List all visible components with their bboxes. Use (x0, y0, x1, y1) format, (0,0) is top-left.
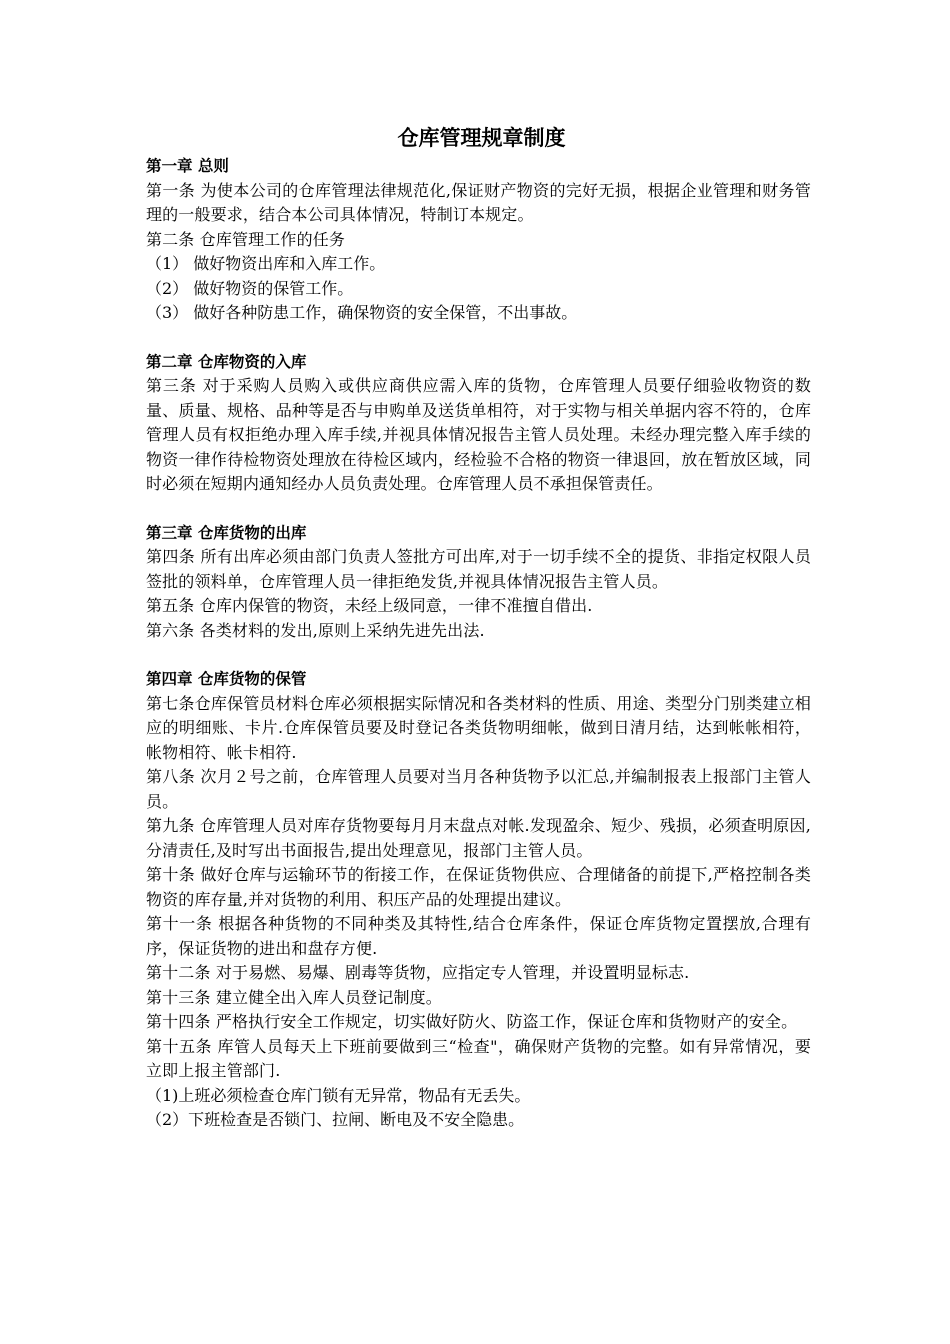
list-item: （3） 做好各种防患工作，确保物资的安全保管，不出事故。 (146, 303, 578, 322)
list-item: （1)上班必须检查仓库门锁有无异常，物品有无丢失。 (146, 1085, 531, 1105)
list-item: （2）下班检查是否锁门、拉闸、断电及不安全隐患。 (146, 1110, 525, 1129)
chapter-1 (146, 154, 811, 326)
chapter-heading: 第三章 仓库货物的出库 (146, 523, 307, 542)
document-page (146, 122, 811, 1133)
article-11: 第十一条 根据各种货物的不同种类及其特性,结合仓库条件，保证仓库货物定置摆放,合理有序，保证货物的进出和盘存方便. (146, 914, 811, 958)
article-13: 第十三条 建立健全出入库人员登记制度。 (146, 987, 442, 1007)
list-item: （2） 做好物资的保管工作。 (146, 278, 354, 298)
document-title: 仓库管理规章制度 (397, 126, 566, 150)
article-14: 第十四条 严格执行安全工作规定，切实做好防火、防盗工作，保证仓库和货物财产的安全。 (146, 1012, 798, 1031)
list-item: （1） 做好物资出库和入库工作。 (146, 254, 386, 273)
article-1: 第一条 为使本公司的仓库管理法律规范化,保证财产物资的完好无损，根据企业管理和财务管理的一般要求，结合本公司具体情况，特制订本规定。 (146, 180, 811, 224)
chapter-2 (146, 350, 811, 497)
article-3: 第三条 对于采购人员购入或供应商供应需入库的货物，仓库管理人员要仔细验收物资的数量、质量、规格、品种等是否与申购单及送货单相符，对于实物与相关单据内容不符的，仓库管理人员有权拒绝办理入库手续,并视具体情况报告主管人员处理。未经办理完整入库手续的物资一律作待检物资处理放在待检区域内，经检验不合格的物资一律退回，放在暂放区域，同时必须在短期内通知经办人员负责处理。仓库管理人员不承担保管责任。 (146, 376, 811, 493)
article-4: 第四条 所有出库必须由部门负责人签批方可出库,对于一切手续不全的提货、非指定权限人员签批的领料单，仓库管理人员一律拒绝发货,并视具体情况报告主管人员。 (146, 547, 811, 591)
article-15: 第十五条 库管人员每天上下班前要做到三“检查"，确保财产货物的完整。如有异常情况，要立即上报主管部门. (146, 1036, 811, 1080)
article-2: 第二条 仓库管理工作的任务 (146, 229, 346, 249)
chapter-4 (146, 667, 811, 1133)
article-9: 第九条 仓库管理人员对库存货物要每月月末盘点对帐.发现盈余、短少、残损，必须查明原因,分清责任,及时写出书面报告,提出处理意见，报部门主管人员。 (146, 816, 811, 860)
article-12: 第十二条 对于易燃、易爆、剧毒等货物，应指定专人管理，并设置明显标志. (146, 963, 690, 982)
chapter-heading: 第四章 仓库货物的保管 (146, 670, 307, 688)
chapter-3 (146, 521, 811, 644)
chapter-heading: 第一章 总则 (146, 157, 229, 175)
chapter-heading: 第二章 仓库物资的入库 (146, 352, 307, 371)
article-7: 第七条仓库保管员材料仓库必须根据实际情况和各类材料的性质、用途、类型分门别类建立相应的明细账、卡片.仓库保管员要及时登记各类货物明细帐，做到日清月结，达到帐帐相符，帐物相符、帐卡相符. (146, 693, 811, 762)
article-5: 第五条 仓库内保管的物资，未经上级同意，一律不准擅自借出. (146, 596, 593, 615)
article-10: 第十条 做好仓库与运输环节的衔接工作，在保证货物供应、合理储备的前提下,严格控制各类物资的库存量,并对货物的利用、积压产品的处理提出建议。 (146, 865, 811, 909)
article-8: 第八条 次月２号之前，仓库管理人员要对当月各种货物予以汇总,并编制报表上报部门主管人员。 (146, 767, 811, 811)
article-6: 第六条 各类材料的发出,原则上采纳先进先出法. (146, 620, 485, 640)
